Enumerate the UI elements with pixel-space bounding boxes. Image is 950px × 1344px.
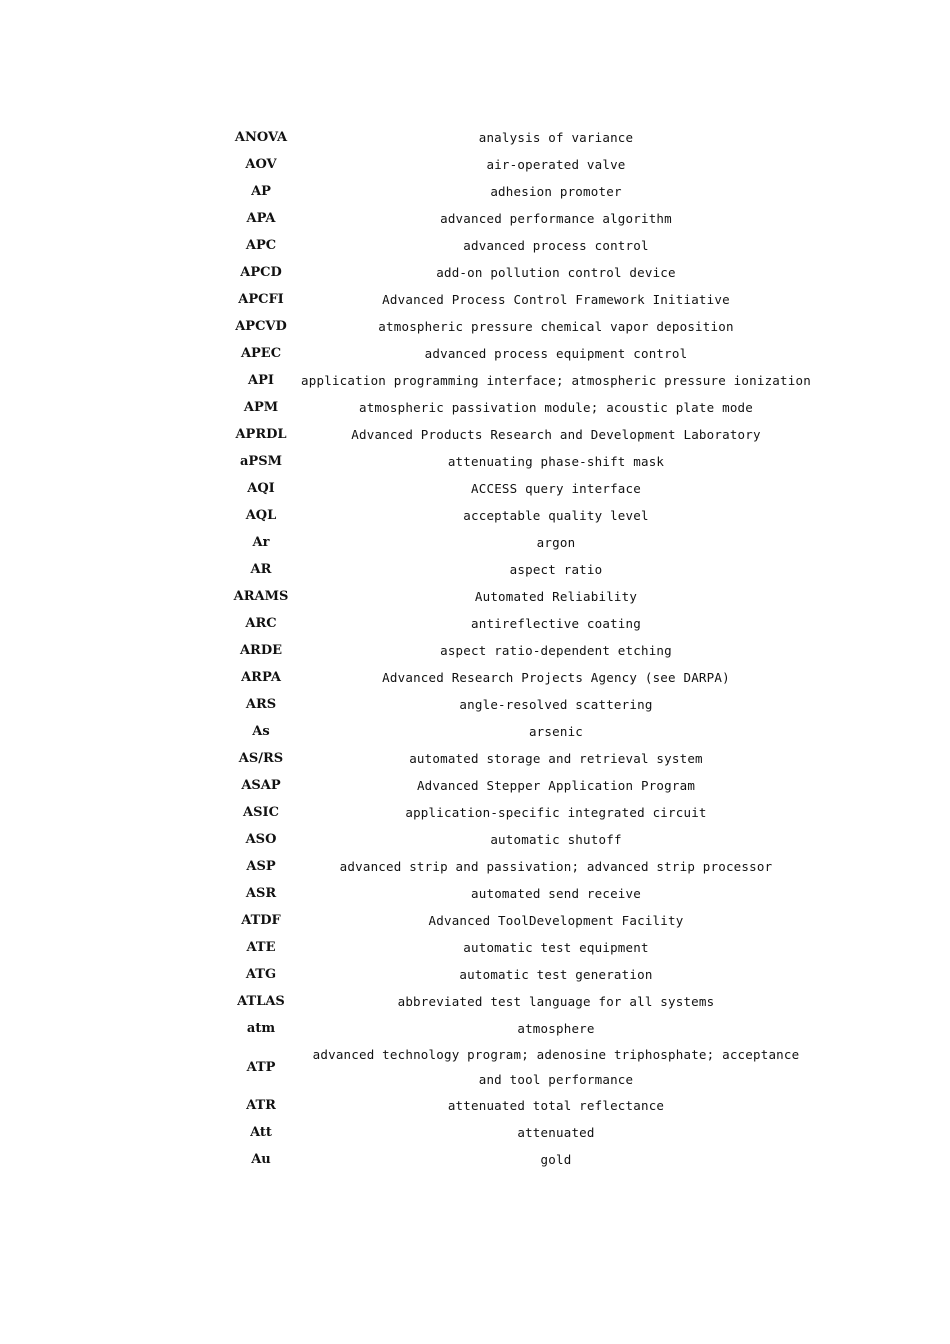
abbreviation: API (248, 373, 274, 388)
glossary-row (222, 421, 812, 448)
abbreviation: AP (251, 184, 271, 199)
abbreviation: ARAMS (233, 589, 289, 604)
glossary-row (222, 448, 812, 475)
abbreviation: Ar (252, 535, 270, 550)
abbreviation: ARDE (239, 643, 283, 658)
abbreviation: ATLAS (237, 994, 285, 1009)
definition: attenuated total reflectance (447, 1098, 665, 1113)
definition: Advanced ToolDevelopment Facility (428, 913, 684, 928)
abbreviation: APCVD (235, 319, 287, 334)
glossary-row (222, 394, 812, 421)
abbreviation: AR (250, 562, 272, 577)
glossary-row (222, 259, 812, 286)
abbreviation: ATE (246, 940, 276, 955)
abbreviation: ASIC (243, 805, 279, 820)
abbreviation: ASR (245, 886, 277, 901)
definition: automated storage and retrieval system (409, 751, 703, 766)
glossary-row (222, 205, 812, 232)
abbreviation: Att (250, 1125, 272, 1140)
abbreviation: AQI (247, 481, 275, 496)
abbreviation: aPSM (240, 454, 282, 469)
definition: air-operated valve (486, 157, 626, 172)
definition: Advanced Stepper Application Program (416, 778, 696, 793)
glossary-row (222, 1119, 812, 1146)
abbreviation: Au (251, 1152, 271, 1167)
glossary-row (222, 475, 812, 502)
definition: attenuating phase-shift mask (447, 454, 665, 469)
definition: atmosphere (517, 1021, 595, 1036)
glossary-row (222, 340, 812, 367)
abbreviation: ARPA (241, 670, 281, 685)
definition: argon (536, 535, 576, 550)
definition: Advanced Products Research and Development Laboratory (351, 427, 761, 442)
glossary-row (222, 1042, 812, 1092)
abbreviation: As (252, 724, 270, 739)
definition: advanced strip and passivation; advanced strip processor (339, 859, 773, 874)
definition: advanced technology program; adenosine triphosphate; acceptance and tool performance (312, 1047, 800, 1087)
glossary-row (222, 691, 812, 718)
glossary-table (222, 124, 812, 1173)
definition: Automated Reliability (474, 589, 638, 604)
glossary-row (222, 853, 812, 880)
glossary-row (222, 610, 812, 637)
definition: Advanced Research Projects Agency (see DARPA) (382, 670, 730, 685)
definition: Advanced Process Control Framework Initiative (382, 292, 730, 307)
abbreviation: ANOVA (234, 130, 288, 145)
definition: atmospheric passivation module; acoustic plate mode (358, 400, 753, 415)
definition: automatic test equipment (463, 940, 649, 955)
definition: aspect ratio-dependent etching (440, 643, 672, 658)
definition: ACCESS query interface (471, 481, 641, 496)
glossary-row (222, 529, 812, 556)
abbreviation: APCD (240, 265, 282, 280)
abbreviation: AQL (245, 508, 277, 523)
glossary-row (222, 151, 812, 178)
glossary-row (222, 826, 812, 853)
glossary-row (222, 799, 812, 826)
definition: automatic shutoff (490, 832, 622, 847)
glossary-row (222, 367, 812, 394)
abbreviation: AOV (245, 157, 277, 172)
abbreviation: AS/RS (238, 751, 284, 766)
glossary-row (222, 178, 812, 205)
abbreviation: APC (245, 238, 277, 253)
abbreviation: ASP (246, 859, 276, 874)
glossary-row (222, 664, 812, 691)
abbreviation: ATDF (241, 913, 281, 928)
glossary-row (222, 556, 812, 583)
definition: atmospheric pressure chemical vapor deposition (378, 319, 734, 334)
definition: acceptable quality level (463, 508, 649, 523)
abbreviation: ATR (246, 1098, 276, 1113)
definition: adhesion promoter (490, 184, 622, 199)
abbreviation: APA (246, 211, 276, 226)
definition: application programming interface; atmospheric pressure ionization (301, 373, 811, 388)
abbreviation: ARS (245, 697, 277, 712)
definition: automated send receive (471, 886, 641, 901)
definition: advanced process control (463, 238, 649, 253)
definition: application-specific integrated circuit (405, 805, 707, 820)
definition: add-on pollution control device (436, 265, 676, 280)
abbreviation: ATP (246, 1059, 276, 1075)
abbreviation: ASO (245, 832, 277, 847)
glossary-row (222, 286, 812, 313)
glossary-row (222, 988, 812, 1015)
abbreviation: ARC (245, 616, 277, 631)
abbreviation: atm (246, 1021, 276, 1036)
glossary-row (222, 232, 812, 259)
glossary-row (222, 934, 812, 961)
definition: gold (540, 1152, 572, 1167)
definition: abbreviated test language for all systems (397, 994, 715, 1009)
glossary-row (222, 1015, 812, 1042)
abbreviation: APCFI (238, 292, 284, 307)
abbreviation: APM (243, 400, 279, 415)
abbreviation: APRDL (235, 427, 287, 442)
glossary-row (222, 907, 812, 934)
definition: aspect ratio (509, 562, 603, 577)
glossary-row (222, 637, 812, 664)
glossary-row (222, 583, 812, 610)
definition: advanced performance algorithm (440, 211, 672, 226)
abbreviation: ATG (245, 967, 277, 982)
abbreviation: APEC (240, 346, 282, 361)
glossary-row (222, 1146, 812, 1173)
glossary-row (222, 1092, 812, 1119)
definition: angle-resolved scattering (459, 697, 653, 712)
glossary-row (222, 961, 812, 988)
definition: antireflective coating (471, 616, 641, 631)
definition: attenuated (517, 1125, 595, 1140)
definition: automatic test generation (459, 967, 653, 982)
glossary-row (222, 772, 812, 799)
definition: advanced process equipment control (424, 346, 688, 361)
abbreviation: ASAP (241, 778, 281, 793)
definition: analysis of variance (478, 130, 634, 145)
definition: arsenic (528, 724, 584, 739)
glossary-body (222, 124, 812, 1173)
glossary-row (222, 313, 812, 340)
glossary-row (222, 745, 812, 772)
glossary-row (222, 880, 812, 907)
glossary-row (222, 124, 812, 151)
glossary-row (222, 502, 812, 529)
glossary-row (222, 718, 812, 745)
